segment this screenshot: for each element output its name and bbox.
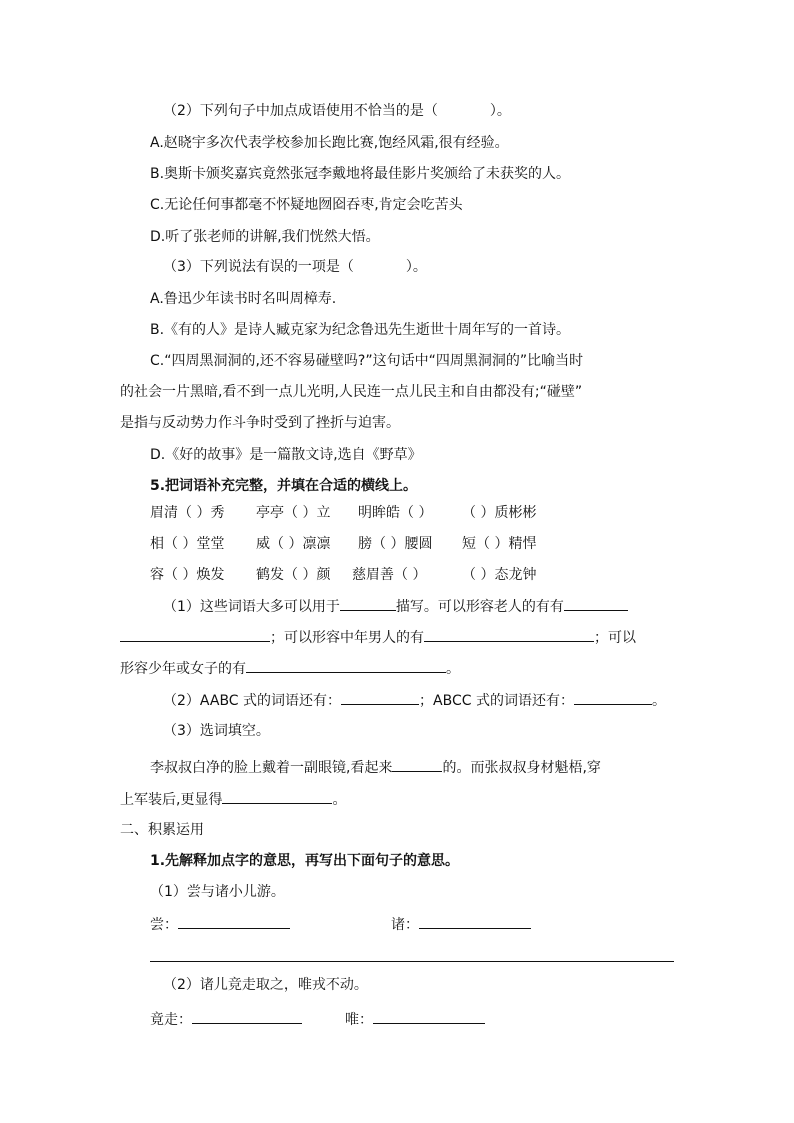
q5-word: 威（ ）凛凛	[256, 536, 331, 552]
s1-label-zhu: 诸：	[391, 917, 419, 933]
q5-sub1-line2	[120, 627, 636, 648]
q5-sub3: （3）选词填空。	[163, 723, 270, 739]
q3-stem	[163, 257, 427, 277]
q5-word: 明眸皓（ ）	[358, 505, 433, 521]
q5-sub1-blank-5[interactable]	[246, 658, 446, 673]
q5-sub2-text-b: ；ABCC 式的词语还有：	[419, 693, 574, 709]
q2-stem-end: ）。	[489, 103, 511, 119]
section2-q1-title: 1.先解释加点字的意思，再写出下面句子的意思。	[150, 853, 460, 869]
section2-s2: （2）诸儿竞走取之，唯戎不动。	[163, 977, 368, 993]
q5-word: 慈眉善（ ）	[352, 567, 427, 583]
q5-fill-text-c: 上军装后,更显得	[120, 792, 223, 808]
section2-s2-answers	[150, 1009, 302, 1030]
q5-word: 膀（ ）腰圆	[358, 536, 433, 552]
q5-word: 相（ ）堂堂	[150, 536, 225, 552]
q5-fill-blank-2[interactable]	[222, 789, 332, 804]
q5-word: 短（ ）精悍	[462, 536, 537, 552]
q5-sub2-blank-1[interactable]	[341, 690, 419, 705]
q5-sub1-line3	[120, 658, 460, 679]
q5-fill-text-a: 李叔叔白净的脸上戴着一副眼镜,看起来	[150, 760, 393, 776]
q5-word: （ ）质彬彬	[462, 505, 537, 521]
q3-option-c-line2: 的社会一片黑暗,看不到一点儿光明,人民连一点儿民主和自由都没有;“碰壁”	[120, 384, 583, 400]
s1-blank-chang[interactable]	[178, 914, 290, 929]
q3-option-d: D.《好的故事》是一篇散文诗,选自《野草》	[150, 447, 422, 463]
q5-word: 亭亭（ ）立	[256, 505, 331, 521]
s2-label-jingzou: 竟走：	[150, 1012, 192, 1028]
q5-fill-line1	[150, 757, 601, 778]
q3-option-c-line1: C.“四周黑洞洞的,还不容易碰壁吗?”这句话中“四周黑洞洞的”比喻当时	[150, 353, 584, 369]
s2-label-wei: 唯：	[345, 1012, 373, 1028]
s2-blank-jingzou[interactable]	[192, 1009, 302, 1024]
section2-s1-answers	[150, 914, 290, 935]
q3-option-a: A.鲁迅少年读书时名叫周樟寿.	[150, 291, 337, 307]
q5-sub2-line	[163, 690, 666, 711]
q3-stem-end: ）。	[405, 259, 427, 275]
q5-fill-blank-1[interactable]	[392, 757, 442, 772]
q5-fill-end: 。	[332, 792, 347, 808]
q2-option-d: D.听了张老师的讲解,我们恍然大悟。	[150, 229, 380, 245]
q5-fill-text-b: 的。而张叔叔身材魁梧,穿	[442, 760, 601, 776]
s1-blank-zhu[interactable]	[419, 914, 531, 929]
q5-fill-line2	[120, 789, 346, 810]
q5-sub1-text-d: ；可以	[594, 630, 636, 646]
q5-sub1-text-e: 形容少年或女子的有	[120, 661, 246, 677]
q5-title: 5.把词语补充完整，并填在合适的横线上。	[150, 478, 418, 494]
q5-sub1-blank-2[interactable]	[564, 596, 628, 611]
section2-s1: （1）尝与诸小儿游。	[150, 884, 285, 900]
q2-option-c: C.无论任何事都毫不怀疑地囫囵吞枣,肯定会吃苦头	[150, 197, 463, 213]
q2-option-a: A.赵晓宇多次代表学校参加长跑比赛,饱经风霜,很有经验。	[150, 135, 509, 151]
q5-sub1-end: 。	[446, 661, 460, 677]
q3-option-c-line3: 是指与反动势力作斗争时受到了挫折与迫害。	[120, 415, 400, 431]
q5-word: 眉清（ ）秀	[150, 505, 225, 521]
q3-stem-text: （3）下列说法有误的一项是（	[163, 259, 354, 275]
q5-sub1-text-b: 描写。可以形容老人的有有	[395, 599, 564, 615]
s2-blank-wei[interactable]	[373, 1009, 485, 1024]
q5-sub2-blank-2[interactable]	[574, 690, 652, 705]
q5-sub1-blank-1[interactable]	[340, 596, 396, 611]
section2-title: 二、积累运用	[120, 822, 204, 838]
section2-s2-answers-b	[345, 1009, 485, 1030]
q5-sub1-text-a: （1）这些词语大多可以用于	[163, 599, 340, 615]
q5-word: 容（ ）焕发	[150, 567, 225, 583]
sentence-answer-line[interactable]	[150, 961, 674, 962]
q2-stem	[163, 101, 511, 121]
q5-sub1-blank-4[interactable]	[424, 627, 594, 642]
q5-sub1-text-c: ；可以形容中年男人的有	[270, 630, 424, 646]
q5-word: （ ）态龙钟	[462, 567, 537, 583]
section2-s1-answers-b	[391, 914, 531, 935]
q5-sub1-line1	[163, 596, 628, 617]
q5-sub2-text-a: （2）AABC 式的词语还有：	[163, 693, 342, 709]
q5-word: 鹤发（ ）颜	[256, 567, 331, 583]
s1-label-chang: 尝：	[150, 917, 178, 933]
q3-option-b: B.《有的人》是诗人臧克家为纪念鲁迅先生逝世十周年写的一首诗。	[150, 322, 571, 338]
q5-sub2-end: 。	[651, 693, 666, 709]
q2-stem-text: （2）下列句子中加点成语使用不恰当的是（	[163, 103, 438, 119]
q2-option-b: B.奥斯卡颁奖嘉宾竟然张冠李戴地将最佳影片奖颁给了未获奖的人。	[150, 166, 571, 182]
q5-sub1-blank-3[interactable]	[120, 627, 270, 642]
